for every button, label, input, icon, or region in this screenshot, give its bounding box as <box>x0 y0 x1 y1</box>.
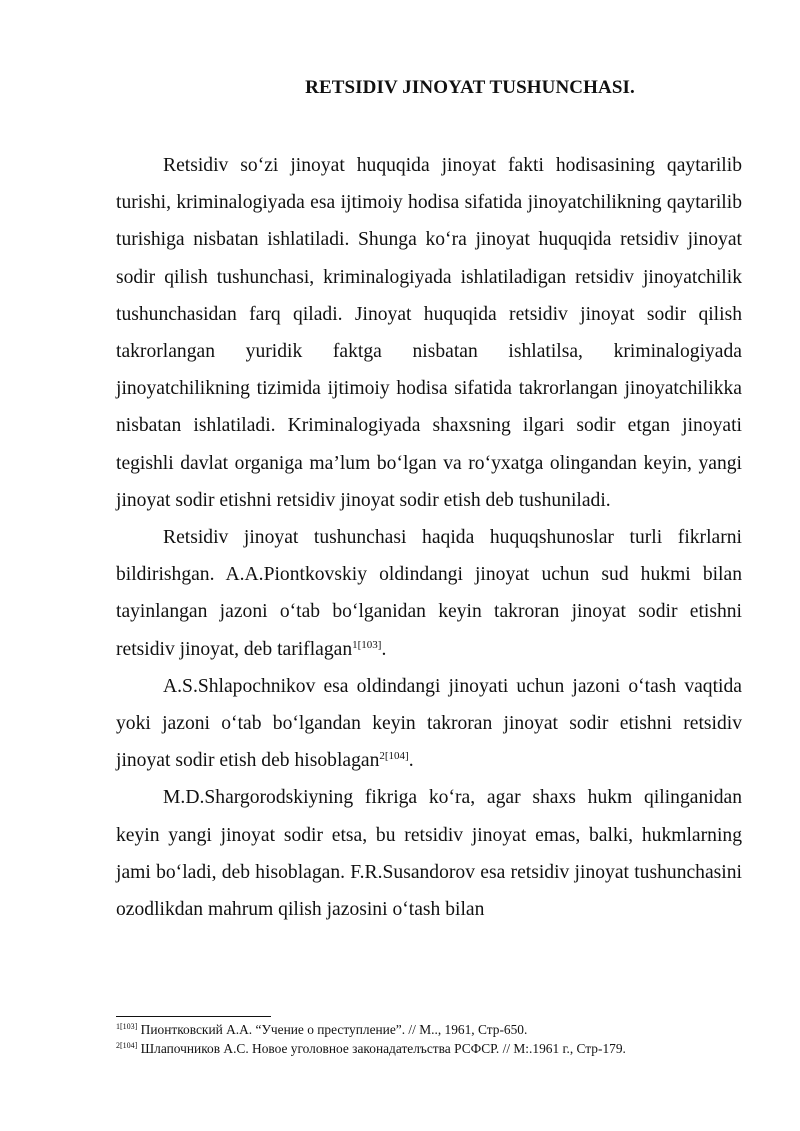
paragraph-3-text: A.S.Shlapochnikov esa oldindangi jinoyati uchun jazoni o‘tash vaqtida yoki jazoni o‘tab bo‘lgandan keyin takroran jinoyat sodir etishni retsidiv jinoyat sodir etish deb hisoblagan <box>116 675 742 772</box>
footnote-separator <box>116 1016 271 1017</box>
footnote-2 <box>116 1039 756 1058</box>
footnote-ref-1[interactable]: 1[103] <box>352 638 382 651</box>
footnote-2-text: Шлапочников А.С. Новое уголовное законадателъства РСФСР. // М:.1961 г., Стр-179. <box>137 1041 626 1056</box>
paragraph-2-text: Retsidiv jinoyat tushunchasi haqida huquqshunoslar turli fikrlarni bildirishgan. A.A.Piontkovskiy oldindangi jinoyat uchun sud hukmi bilan tayinlangan jazoni o‘tab bo‘lganidan keyin takroran jinoyat sodir etishni retsidiv jinoyat, deb tariflagan <box>116 527 742 660</box>
footnote-1-text: Пионтковский А.А. “Учение о преступление”. // М.., 1961, Стр-650. <box>137 1022 528 1037</box>
footnotes <box>116 1020 756 1058</box>
paragraph-2-end: . <box>381 638 387 660</box>
body-text <box>116 147 742 928</box>
paragraph-3 <box>116 668 742 780</box>
footnote-1 <box>116 1020 756 1039</box>
paragraph-4: M.D.Shargorodskiyning fikriga ko‘ra, agar shaxs hukm qilinganidan keyin yangi jinoyat sodir etsa, bu retsidiv jinoyat emas, balki, hukmlarning jami bo‘ladi, deb hisoblagan. F.R.Susandorov esa retsidiv jinoyat tushunchasini ozodlikdan mahrum qilish jazosini o‘tash bilan <box>116 787 742 921</box>
footnote-1-marker: 1[103] <box>116 1022 138 1031</box>
footnote-ref-2[interactable]: 2[104] <box>379 750 409 763</box>
footnote-2-marker: 2[104] <box>116 1041 138 1050</box>
paragraph-3-end: . <box>408 750 414 772</box>
paragraph-2 <box>116 519 742 668</box>
page-title: RETSIDIV JINOYAT TUSHUNCHASI. <box>305 77 635 98</box>
paragraph-1: Retsidiv so‘zi jinoyat huquqida jinoyat fakti hodisasining qaytarilib turishi, kriminalogiyada esa ijtimoiy hodisa sifatida jinoyatchilikning qaytarilib turishiga nisbatan ishlatiladi. Shunga ko‘ra jinoyat huquqida retsidiv jinoyat sodir qilish tushunchasi, kriminalogiyada ishlatiladigan retsidiv jinoyatchilik tushunchasidan farq qiladi. Jinoyat huquqida retsidiv jinoyat sodir qilish takrorlangan yuridik faktga nisbatan ishlatilsa, kriminalogiyada jinoyatchilikning tizimida ijtimoiy hodisa sifatida takrorlangan jinoyatchilikka nisbatan ishlatiladi. Kriminalogiyada shaxsning ilgari sodir etgan jinoyati tegishli davlat organiga ma’lum bo‘lgan va ro‘yxatga olingandan keyin, yangi jinoyat sodir etishni retsidiv jinoyat sodir etish deb tushuniladi. <box>116 155 742 511</box>
